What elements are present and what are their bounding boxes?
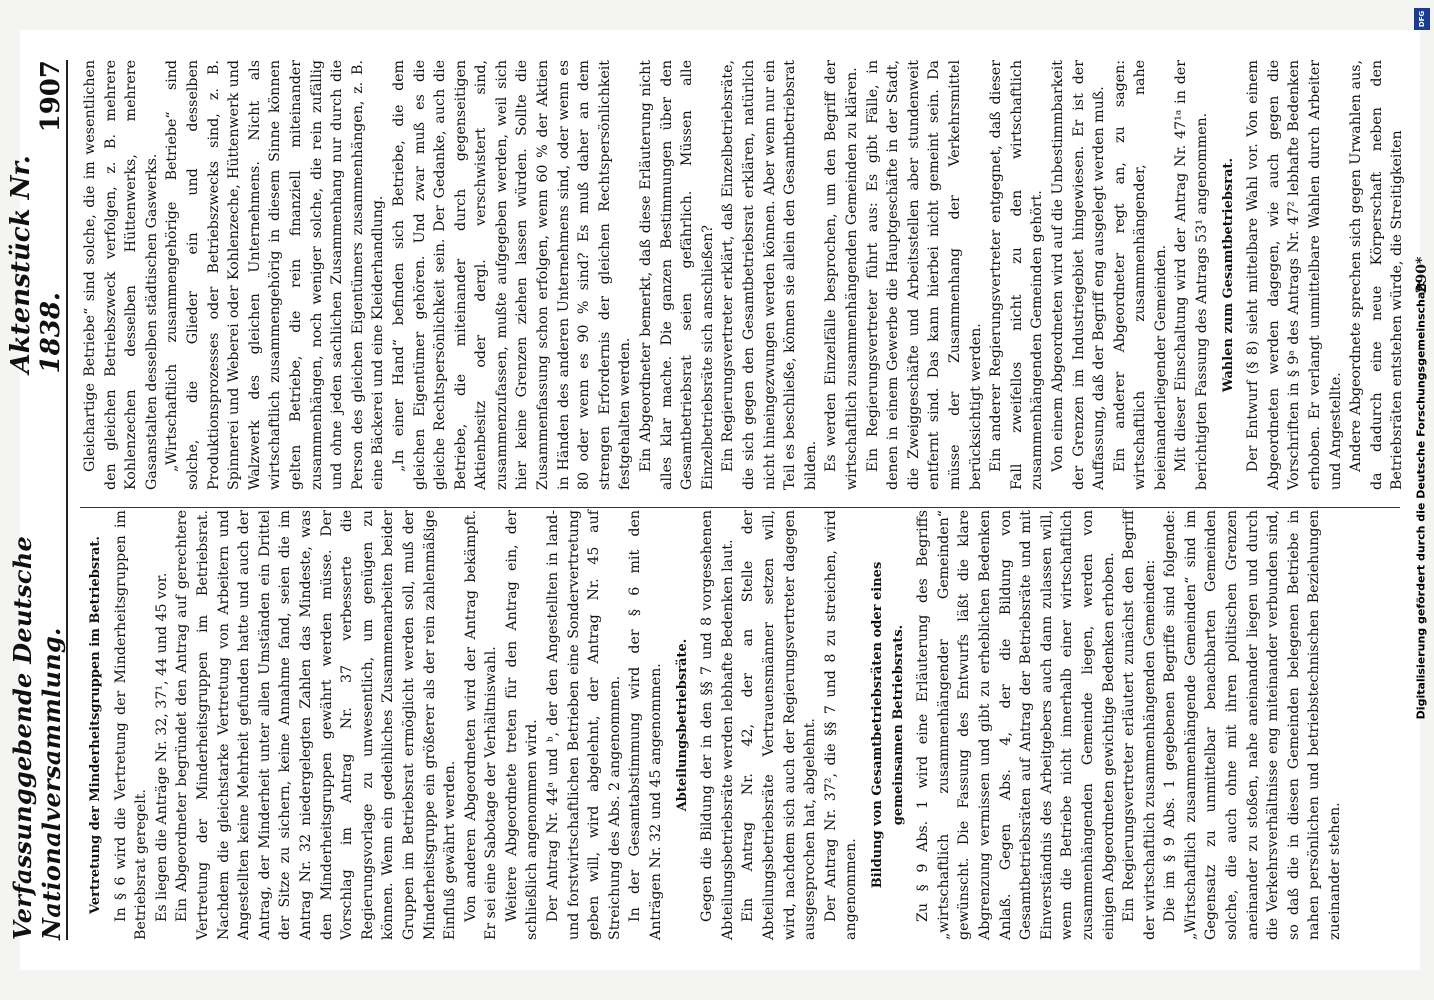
paragraph: In der Gesamtabstimmung wird der § 6 mit den Anträgen Nr. 32 und 45 angenommen.: [627, 510, 665, 940]
paragraph: Ein Antrag Nr. 42, der an Stelle der Abteilungsbetriebsräte Vertrauensmänner setzen will, wird, nachdem sich auch der Regierungsvertreter dagegen ausgesprochen hat, abgelehnt.: [740, 510, 819, 940]
section-title: Bildung von Gesamtbetriebsräten oder eines gemeinsamen Betriebsrats.: [869, 561, 906, 889]
left-column: [80, 510, 1400, 940]
paragraph: Von einem Abgeordneten wird auf die Unbestimmbarkeit der Grenzen im Industriegebiet hingewiesen. Er ist der Auffassung, daß der Begriff eng ausgelegt werden muß.: [1049, 60, 1108, 490]
paragraph: Der Antrag Nr. 37², die §§ 7 und 8 zu streichen, wird angenommen.: [822, 510, 860, 940]
paragraph: Ein anderer Regierungsvertreter entgegnet, daß dieser Fall zweifellos nicht zu den wirtschaftlich zusammenhängenden Gemeinden gehört.: [988, 60, 1046, 490]
footer-page-number: 290*: [1414, 256, 1430, 294]
paragraph: Es werden Einzelfälle besprochen, um den Begriff der wirtschaftlich zusammenhängenden Gemeinden zu klären.: [823, 60, 860, 490]
paragraph: Von anderen Abgeordneten wird der Antrag bekämpft. Er sei eine Sabotage der Verhältniswahl.: [462, 510, 500, 940]
paragraph: Der Entwurf (§ 8) sieht mittelbare Wahl vor. Von einem Abgeordneten werden dagegen, wie auch gegen die Vorschriften in § 9ᵃ des Antrags Nr. 47² lebhafte Bedenken erhoben. Er verlangt unmittelbare Wahlen durch Arbeiter und Angestellte.: [1245, 60, 1344, 490]
section-title: Abteilungsbetriebsräte.: [674, 638, 690, 812]
paragraph: Ein Abgeordneter begründet den Antrag auf gerechtere Vertretung der Minderheitsgruppen im Betriebsrat. Nachdem die gleichstarke Vertretung von Arbeitern und Angestellten keine Mehrheit gefunden hatte und auch der Antrag, der Minderheit unter allen Umständen ein Drittel der Sitze zu sichern, keine Annahme fand, seien die im Antrag Nr. 32 niedergelegten Zahlen das Mindeste, was den Minderheitsgruppen gewährt werden müsse. Der Vorschlag im Antrag Nr. 37 verbesserte die Regierungsvorlage zu unwesentlich, um genügen zu können. Wenn ein gedeihliches Zusammenarbeiten beider Gruppen im Betriebsrat ermöglicht werden soll, muß der Minderheitsgruppe ein größerer als der rein zahlenmäßige Einfluß gewährt werden.: [174, 510, 459, 940]
paragraph: Ein Regierungsvertreter führt aus: Es gibt Fälle, in denen in einem Gewerbe die Hauptgeschäfte in der Stadt, die Zweiggeschäfte und Arbeitsstellen aber stundenweit entfernt sind. Das kann hierbei nicht gemeint sein. Da müsse der Zusammenhang der Verkehrsmittel berücksichtigt werden.: [864, 60, 984, 490]
paragraph: Die im § 9 Abs. 1 gegebenen Begriffe sind folgende: „Wirtschaftlich zusammenhängende Gemeinden“ sind im Gegensatz zu unmittelbar benachbarten Gemeinden solche, die auch ohne mit ihren politischen Grenzen aneinander zu stoßen, nahe aneinander liegen und durch die Verkehrsverhältnisse eng miteinander verbunden sind, so daß die in diesen Gemeinden belegenen Betriebe in nahen persönlichen und betriebstechnischen Beziehungen zueinander stehen.: [1162, 510, 1344, 940]
funding-note: [1410, 10, 1432, 990]
paragraph: Ein Regierungsvertreter erläutert zunächst den Begriff der wirtschaftlich zusammenhängenden Gemeinden:: [1121, 510, 1158, 940]
paragraph: Ein anderer Abgeordneter regt an, zu sagen: wirtschaftlich zusammenhängender, nahe beieinanderliegender Gemeinden.: [1111, 60, 1169, 490]
dfg-logo-text: DFG: [1418, 10, 1426, 28]
paragraph: Gegen die Bildung der in den §§ 7 und 8 vorgesehenen Abteilungsbetriebsräte werden lebhafte Bedenken laut.: [699, 510, 736, 940]
paragraph: Es liegen die Anträge Nr. 32, 37¹, 44 und 45 vor.: [153, 572, 170, 922]
paragraph: Mit dieser Einschaltung wird der Antrag Nr. 47¹ᵃ in der berichtigten Fassung des Antrags 53¹ angenommen.: [1173, 60, 1211, 490]
section-title: Wahlen zum Gesamtbetriebsrat.: [1220, 157, 1236, 393]
paragraph: Gleichartige Betriebe“ sind solche, die im wesentlichen den gleichen Betriebszweck verfolgen, z. B. mehrere Kohlenzechen desselben Hüttenwerks, mehrere Gasanstalten desselben städtischen Gaswerks.: [82, 60, 160, 490]
dfg-logo: [1414, 8, 1430, 30]
paragraph: In § 6 wird die Vertretung der Minderheitsgruppen im Betriebsrat geregelt.: [112, 510, 150, 940]
paragraph: Andere Abgeordnete sprechen sich gegen Urwahlen aus, da dadurch eine neue Körperschaft neben den Betriebsräten entstehen würde, die Streitigkeiten: [1348, 60, 1406, 490]
paragraph: Ein Regierungsvertreter erklärt, daß Einzelbetriebsräte, die sich gegen den Gesamtbetriebsrat erklären, natürlich nicht hineingezwungen werden können. Aber wenn nur ein Teil es beschließe, können sie allein den Gesamtbetriebsrat bilden.: [720, 60, 819, 490]
paragraph: „Wirtschaftlich zusammengehörige Betriebe“ sind solche, die Glieder ein und desselben Produktionsprozesses oder Betriebszwecks sind, z. B. Spinnerei und Weberei oder Kohlenzeche, Hüttenwerk und Walzwerk des gleichen Unternehmens. Nicht als wirtschaftlich zusammengehörig in diesem Sinne können gelten Betriebe, die rein finanziell miteinander zusammenhängen, noch weniger solche, die rein zufällig und ohne jeden sachlichen Zusammenhang nur durch die Person des gleichen Eigentümers zusammenhängen, z. B. eine Bäckerei und eine Kleiderhandlung.: [164, 60, 387, 490]
right-column: [80, 60, 1430, 490]
paragraph: Der Antrag Nr. 44ᵃ und ᵇ, der den Angestellten in land- und forstwirtschaftlichen Betrieben eine Sondervertretung geben will, wird abgelehnt, der Antrag Nr. 45 auf Streichung des Abs. 2 angenommen.: [545, 510, 623, 940]
column-divider: [80, 507, 1400, 508]
header-middle: Aktenstück Nr. 1838.: [6, 155, 66, 374]
header-left: Verfassunggebende Deutsche Nationalversammlung.: [8, 535, 66, 940]
section-title: Vertretung der Minderheitsgruppen im Betriebsrat.: [88, 536, 103, 914]
paragraph: Weitere Abgeordnete treten für den Antrag ein, der schließlich angenommen wird.: [503, 510, 541, 940]
header-page-number: 1907: [36, 60, 66, 133]
paragraph: Zu § 9 Abs. 1 wird eine Erläuterung des Begriffs „wirtschaftlich zusammenhängender Gemeinden“ gewünscht. Die Fassung des Entwurfs läßt die klare Abgrenzung vermissen und gibt zu erheblichen Bedenken Anlaß. Gegen Abs. 4, der die Bildung von Gesamtbetriebsräten auf Antrag der Betriebsräte und mit Einverständnis des Arbeitgebers auch dann zulassen will, wenn die Betriebe nicht innerhalb einer wirtschaftlich zusammenhängenden Gemeinde liegen, werden von einigen Abgeordneten gewichtige Bedenken erhoben.: [915, 510, 1117, 940]
funding-note-text: Digitalisierung gefördert durch die Deutsche Forschungsgemeinschaft: [1414, 281, 1428, 719]
paragraph: Ein Abgeordneter bemerkt, daß diese Erläuterung nicht alles klar mache. Die ganzen Bestimmungen über den Gesamtbetriebsrat seien gefährlich. Müssen alle Einzelbetriebsräte sich anschließen?: [638, 60, 716, 490]
page-header: [6, 60, 68, 940]
paragraph: „In einer Hand“ befinden sich Betriebe, die dem gleichen Eigentümer gehören. Und zwar muß es die gleiche Rechtspersönlichkeit sein. Der Gedanke, auch die Betriebe, die miteinander durch gegenseitigen Aktienbesitz oder dergl. verschwistert sind, zusammenzufassen, mußte aufgegeben werden, weil sich hier keine Grenzen ziehen lassen würden. Sollte die Zusammenfassung schon erfolgen, wenn 60 % der Aktien in Händen des anderen Unternehmens sind, oder wenn es 80 oder wenn es 90 % sind? Es muß daher an dem strengen Erfordernis der gleichen Rechtspersönlichkeit festgehalten werden.: [390, 60, 634, 490]
